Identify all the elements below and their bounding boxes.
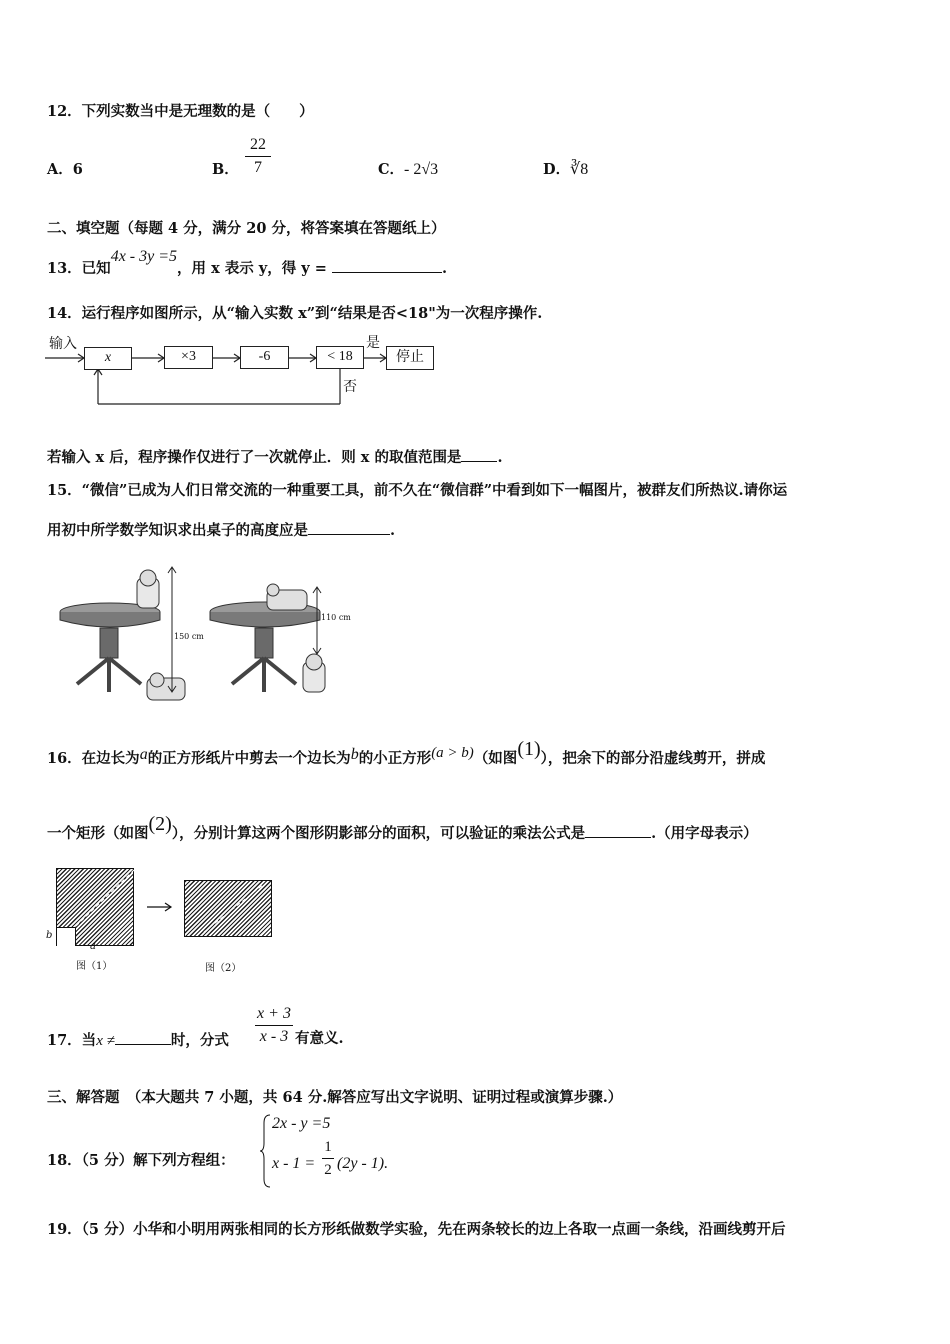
- q19-text: 19．（5 分）小华和小明用两张相同的长方形纸做数学实验，先在两条较长的边上各取一点画一条线，沿画线剪开后: [47, 1221, 786, 1238]
- q15-line2: 用初中所学数学知识求出桌子的高度应是 .: [47, 522, 396, 539]
- q16-label-a: a: [90, 941, 96, 952]
- section-2-heading: 二、填空题（每题 4 分，满分 20 分，将答案填在答题纸上）: [47, 220, 446, 237]
- flow-box-multiply: ×3: [164, 346, 213, 369]
- q15-label-110: 110 cm: [321, 613, 351, 622]
- q16-line2: 一个矩形（如图(2)），分别计算这两个图形阴影部分的面积，可以验证的乘法公式是 .（用字母表示）: [47, 813, 758, 842]
- q12-option-d: D．∛8: [543, 161, 589, 178]
- flow-box-stop: 停止: [386, 346, 434, 370]
- q12-option-c: C．- 2√3: [378, 161, 439, 178]
- q17-prefix: 17．当x ≠ 时，分式: [47, 1032, 229, 1049]
- q16-caption-fig2: 图（2）: [205, 963, 242, 974]
- q12-option-b-fraction: 22 7: [245, 136, 271, 177]
- q16-line1: 16．在边长为a的正方形纸片中剪去一个边长为b的小正方形(a > b)（如图(1)），把余下的部分沿虚线剪开，拼成: [47, 738, 766, 767]
- flow-yes-label: 是: [366, 335, 380, 351]
- q15-table-cat-picture: [55, 562, 365, 707]
- q14-flowchart: [40, 325, 460, 415]
- q16-caption-fig1: 图（1）: [76, 961, 113, 972]
- q14-stem: 14．运行程序如图所示，从“输入实数 x”到“结果是否<18"为一次程序操作.: [47, 305, 543, 322]
- q18-equation-1: 2x - y =5: [272, 1115, 331, 1132]
- q17-suffix: 有意义.: [295, 1030, 344, 1047]
- q16-label-b: b: [46, 930, 53, 941]
- q18-equation-2b: (2y - 1).: [337, 1155, 389, 1172]
- q18-equation-2a: x - 1 =: [272, 1155, 316, 1172]
- flow-input-label: 输入: [49, 336, 77, 352]
- q15-line1: 15．“微信”已成为人们日常交流的一种重要工具，前不久在“微信群”中看到如下一幅图片，被群友们所热议.请你运: [47, 482, 788, 499]
- q14-question: 若输入 x 后，程序操作仅进行了一次就停止．则 x 的取值范围是 .: [47, 449, 503, 466]
- q16-figure2-dashline: [184, 880, 272, 937]
- flow-no-label: 否: [343, 379, 357, 395]
- q16-arrow-icon: [145, 900, 175, 914]
- q17-fraction: x + 3 x - 3: [255, 1005, 293, 1046]
- flow-box-subtract: -6: [240, 346, 289, 369]
- flow-box-x: x: [84, 347, 132, 370]
- q12-option-a: A．6: [47, 161, 83, 178]
- flow-box-compare: < 18: [316, 346, 364, 369]
- q12-stem: 12．下列实数当中是无理数的是（ ）: [47, 103, 314, 120]
- section-3-heading: 三、解答题 （本大题共 7 小题，共 64 分.解答应写出文字说明、证明过程或演算步骤.）: [47, 1089, 623, 1106]
- q12-option-b-label: B．: [212, 161, 239, 178]
- q16-figure1-dashline: [56, 868, 136, 948]
- q15-label-150: 150 cm: [174, 632, 204, 641]
- q18-half-fraction: 1 2: [322, 1138, 334, 1179]
- q18-brace-icon: [260, 1113, 272, 1189]
- q18-prefix: 18．（5 分）解下列方程组：: [47, 1152, 235, 1169]
- q13-line: 13．已知4x - 3y =5，用 x 表示 y，得 y = .: [47, 248, 448, 277]
